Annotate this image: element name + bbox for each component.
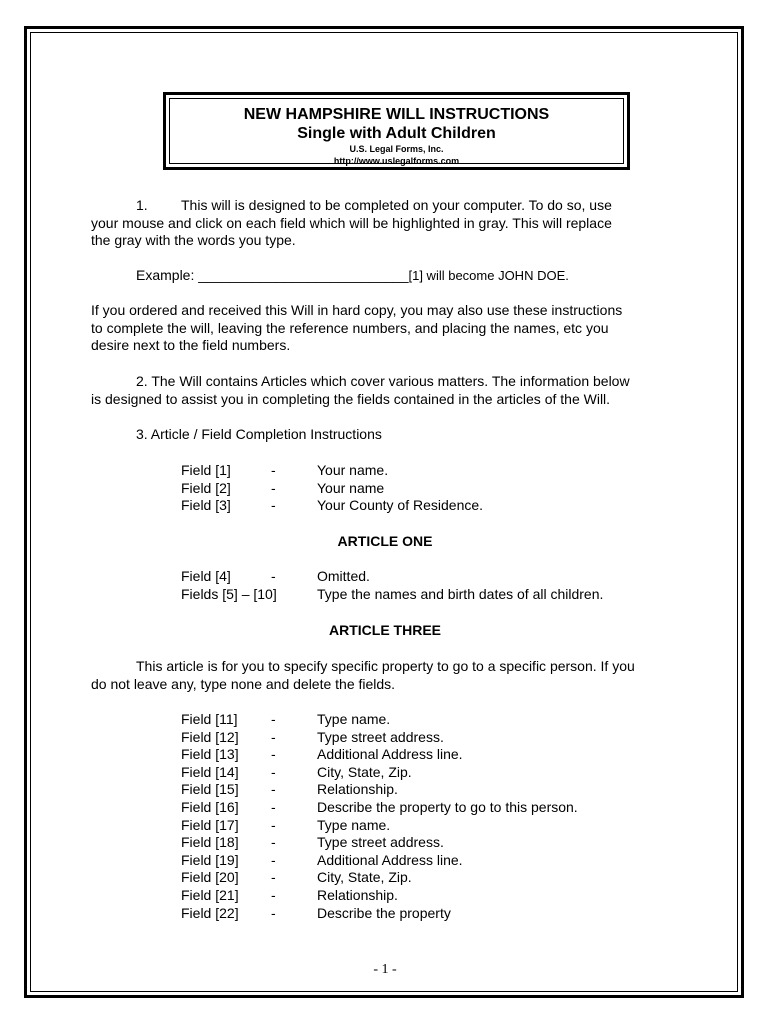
field-desc: Relationship. <box>317 887 398 903</box>
article-three-intro-line2: do not leave any, type none and delete the fields. <box>91 675 396 692</box>
field-dash: - <box>271 728 276 745</box>
para1-line2: your mouse and click on each field which will be highlighted in gray. This will replace <box>91 214 612 231</box>
header-box-inner <box>169 98 624 164</box>
field-name: Field [17] <box>181 816 239 833</box>
field-dash: - <box>271 887 276 903</box>
example-line <box>136 267 569 285</box>
field-desc: Additional Address line. <box>317 851 463 868</box>
company-name: U.S. Legal Forms, Inc. <box>349 144 444 154</box>
field-dash: - <box>271 799 276 815</box>
field-name: Field [19] <box>181 851 239 868</box>
field-desc: Additional Address line. <box>317 746 463 763</box>
field-dash: - <box>271 851 276 868</box>
field-name: Field [18] <box>181 834 239 851</box>
article-one-heading: ARTICLE ONE <box>337 533 433 549</box>
field-dash: - <box>271 763 276 780</box>
document-title: NEW HAMPSHIRE WILL INSTRUCTIONS <box>243 106 550 123</box>
field-desc: Relationship. <box>317 781 398 798</box>
para1-line3: the gray with the words you type. <box>91 232 296 248</box>
field-name: Field [20] <box>181 869 239 886</box>
field-name: Field [16] <box>181 799 239 815</box>
field-desc: City, State, Zip. <box>317 763 412 780</box>
article-three-intro-line1: This article is for you to specify specific property to go to a specific person. If you <box>136 658 635 674</box>
field-desc: Type name. <box>317 816 391 833</box>
hardcopy-line2: to complete the will, leaving the reference numbers, and placing the names, etc you <box>91 319 609 336</box>
field-dash: - <box>271 816 276 833</box>
article-three-heading: ARTICLE THREE <box>329 622 441 638</box>
field-desc: Omitted. <box>317 568 370 584</box>
field-desc: Describe the property to go to this person. <box>317 799 578 815</box>
field-name: Field [15] <box>181 781 239 798</box>
field-name: Field [14] <box>181 763 239 780</box>
field-name: Field [12] <box>181 728 239 745</box>
field-desc: Type street address. <box>317 728 444 745</box>
para1-line1: This will is designed to be completed on your computer. To do so, use <box>181 197 612 213</box>
para2-line2: is designed to assist you in completing the fields contained in the articles of the Will. <box>91 390 611 407</box>
field-dash: - <box>271 869 276 886</box>
field-desc: Your name. <box>317 462 389 478</box>
field-name: Field [22] <box>181 904 239 921</box>
example-tail: [1] will become JOHN DOE. <box>408 268 569 283</box>
field-desc: Your name <box>317 479 385 496</box>
header-box <box>163 92 630 170</box>
company-url: http://www.uslegalforms.com <box>333 156 460 166</box>
page-number: - 1 - <box>373 962 397 977</box>
field-name: Field [3] <box>181 497 231 513</box>
field-dash: - <box>271 904 276 921</box>
field-dash: - <box>271 568 276 584</box>
document-subtitle: Single with Adult Children <box>297 125 496 142</box>
field-desc: Type name. <box>317 711 391 727</box>
field-dash: - <box>271 462 276 478</box>
para2-line1: 2. The Will contains Articles which cover various matters. The information below <box>136 373 630 389</box>
example-label: Example: <box>136 267 199 283</box>
field-desc: Your County of Residence. <box>317 497 484 513</box>
field-dash: - <box>271 479 276 496</box>
field-name: Field [11] <box>181 711 238 727</box>
para3-text: 3. Article / Field Completion Instructions <box>136 426 382 442</box>
field-desc: Type the names and birth dates of all children. <box>317 585 604 602</box>
field-name: Field [4] <box>181 568 231 584</box>
hardcopy-line1: If you ordered and received this Will in hard copy, you may also use these instructions <box>91 302 623 318</box>
field-dash: - <box>271 711 276 727</box>
field-name: Fields [5] – [10] <box>181 585 277 602</box>
field-dash: - <box>271 497 276 513</box>
field-name: Field [21] <box>181 887 239 903</box>
field-desc: Describe the property <box>317 904 451 921</box>
field-dash: - <box>271 746 276 763</box>
field-name: Field [1] <box>181 462 231 478</box>
hardcopy-line3: desire next to the field numbers. <box>91 337 291 353</box>
field-desc: Type street address. <box>317 834 444 851</box>
field-name: Field [2] <box>181 479 231 496</box>
field-dash: - <box>271 834 276 851</box>
field-desc: City, State, Zip. <box>317 869 412 886</box>
para1-number: 1. <box>136 197 148 213</box>
field-dash: - <box>271 781 276 798</box>
field-name: Field [13] <box>181 746 239 763</box>
example-blank: ___________________________ <box>198 267 409 283</box>
